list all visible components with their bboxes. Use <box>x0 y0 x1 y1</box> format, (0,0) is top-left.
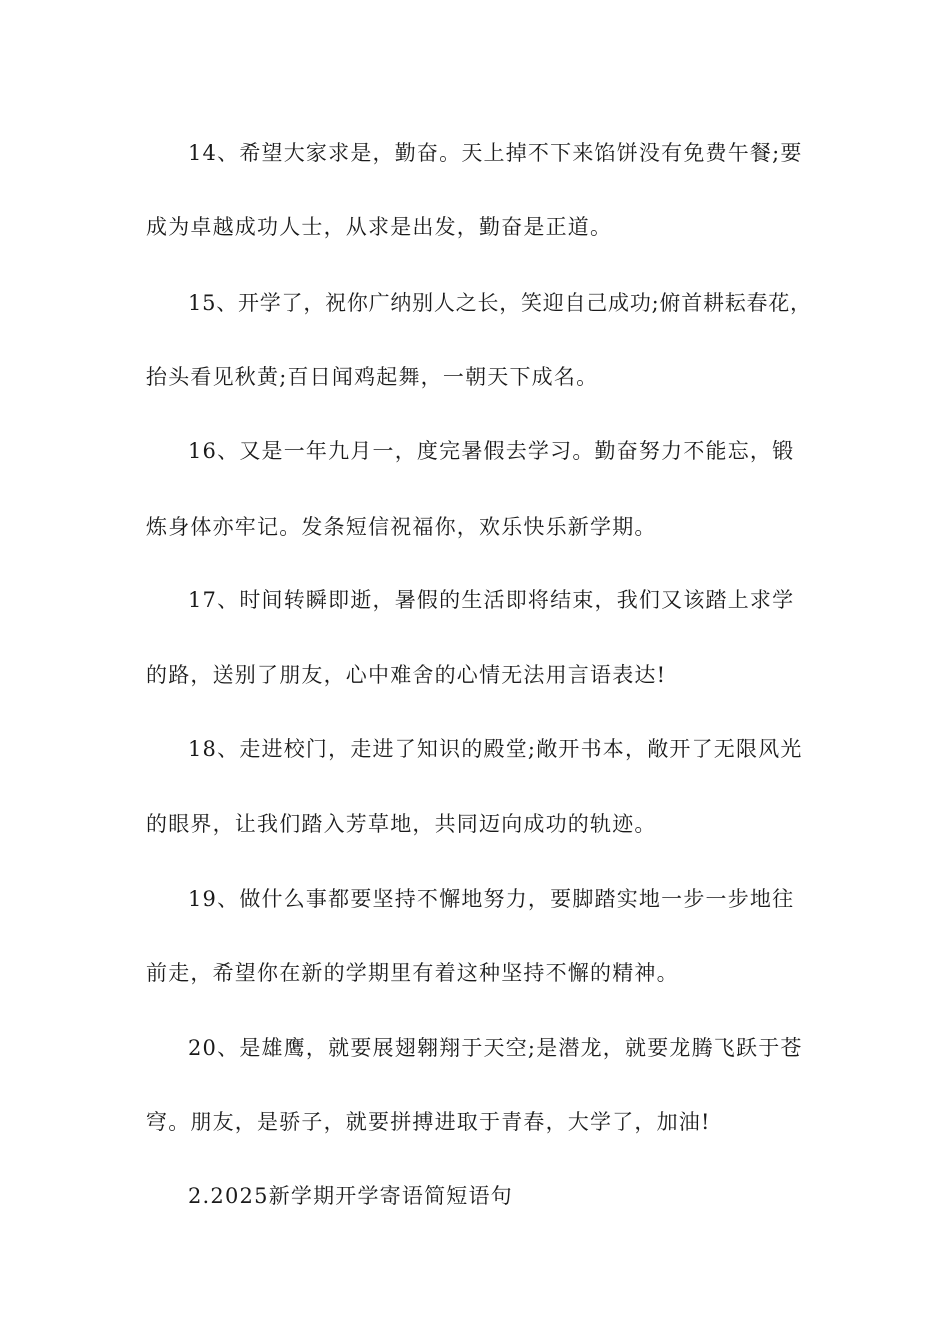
paragraph-18-line-1: 18、走进校门，走进了知识的殿堂;敞开书本，敞开了无限风光 <box>188 737 803 761</box>
paragraph-15-line-2: 抬头看见秋黄;百日闻鸡起舞，一朝天下成名。 <box>146 365 599 389</box>
paragraph-18-line-2: 的眼界，让我们踏入芳草地，共同迈向成功的轨迹。 <box>146 812 657 836</box>
paragraph-14-line-1: 14、希望大家求是，勤奋。天上掉不下来馅饼没有免费午餐;要 <box>188 141 803 165</box>
paragraph-17-line-2: 的路，送别了朋友，心中难舍的心情无法用言语表达! <box>146 663 667 687</box>
paragraph-16-line-2: 炼身体亦牢记。发条短信祝福你，欢乐快乐新学期。 <box>146 515 657 539</box>
paragraph-17-line-1: 17、时间转瞬即逝，暑假的生活即将结束，我们又该踏上求学 <box>188 588 795 612</box>
paragraph-16-line-1: 16、又是一年九月一，度完暑假去学习。勤奋努力不能忘，锻 <box>188 439 795 463</box>
paragraph-20-line-2: 穹。朋友，是骄子，就要拼搏进取于青春，大学了，加油! <box>146 1110 711 1134</box>
paragraph-20-line-1: 20、是雄鹰，就要展翅翱翔于天空;是潜龙，就要龙腾飞跃于苍 <box>188 1036 803 1060</box>
paragraph-19-line-2: 前走，希望你在新的学期里有着这种坚持不懈的精神。 <box>146 961 679 985</box>
paragraph-15-line-1: 15、开学了，祝你广纳别人之长，笑迎自己成功;俯首耕耘春花， <box>188 291 812 315</box>
paragraph-14-line-2: 成为卓越成功人士，从求是出发，勤奋是正道。 <box>146 215 613 239</box>
paragraph-19-line-1: 19、做什么事都要坚持不懈地努力，要脚踏实地一步一步地往 <box>188 887 795 911</box>
section-heading: 2.2025新学期开学寄语简短语句 <box>188 1184 513 1208</box>
